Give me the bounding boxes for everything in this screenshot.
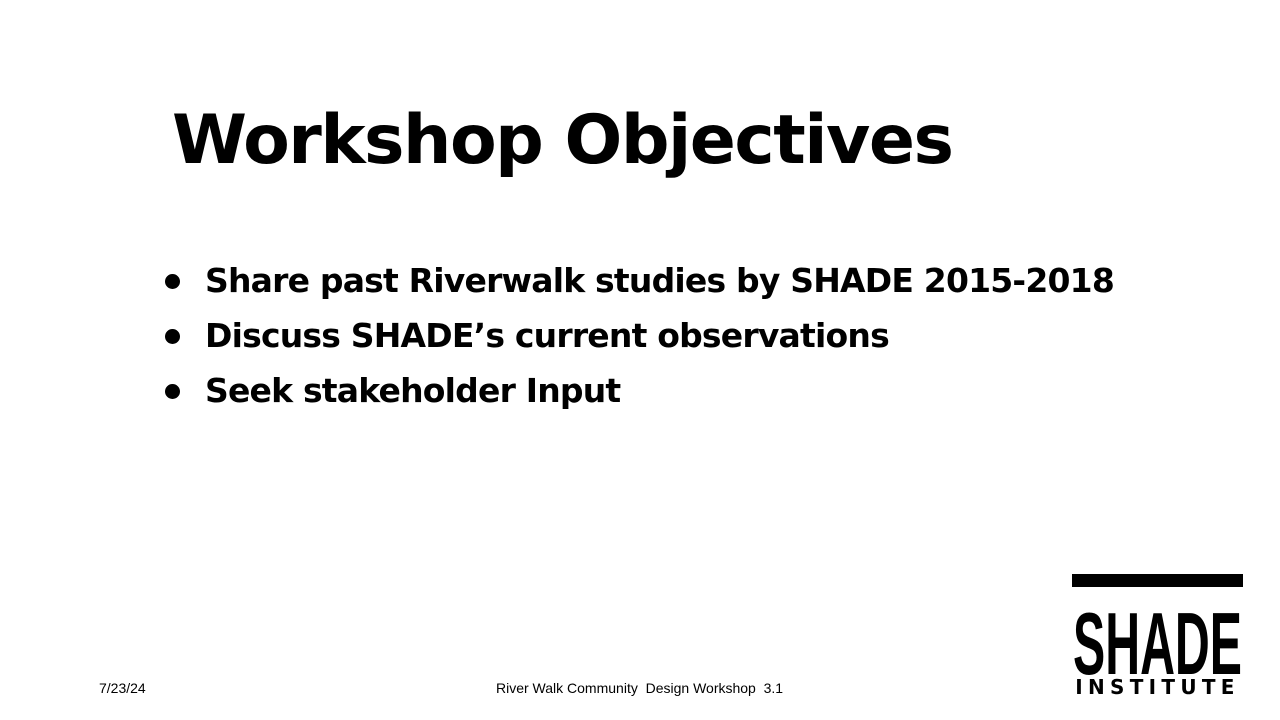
footer-date: 7/23/24 — [99, 680, 146, 696]
shade-institute-logo — [1072, 574, 1243, 700]
list-item-text: Seek stakeholder Input — [205, 371, 621, 410]
bullet-icon — [165, 329, 180, 344]
logo-word: SHADE — [1073, 594, 1242, 676]
logo-wordmark — [1072, 590, 1243, 676]
logo-bar — [1072, 574, 1243, 587]
list-item-text: Discuss SHADE’s current observations — [205, 316, 889, 355]
bullet-icon — [165, 274, 180, 289]
list-item-text: Share past Riverwalk studies by SHADE 2015-2018 — [205, 261, 1114, 300]
footer-title: River Walk Community Design Workshop 3.1 — [496, 680, 784, 696]
slide-title: Workshop Objectives — [172, 101, 953, 180]
bullet-icon — [165, 384, 180, 399]
logo-subtitle: INSTITUTE — [1075, 675, 1240, 699]
